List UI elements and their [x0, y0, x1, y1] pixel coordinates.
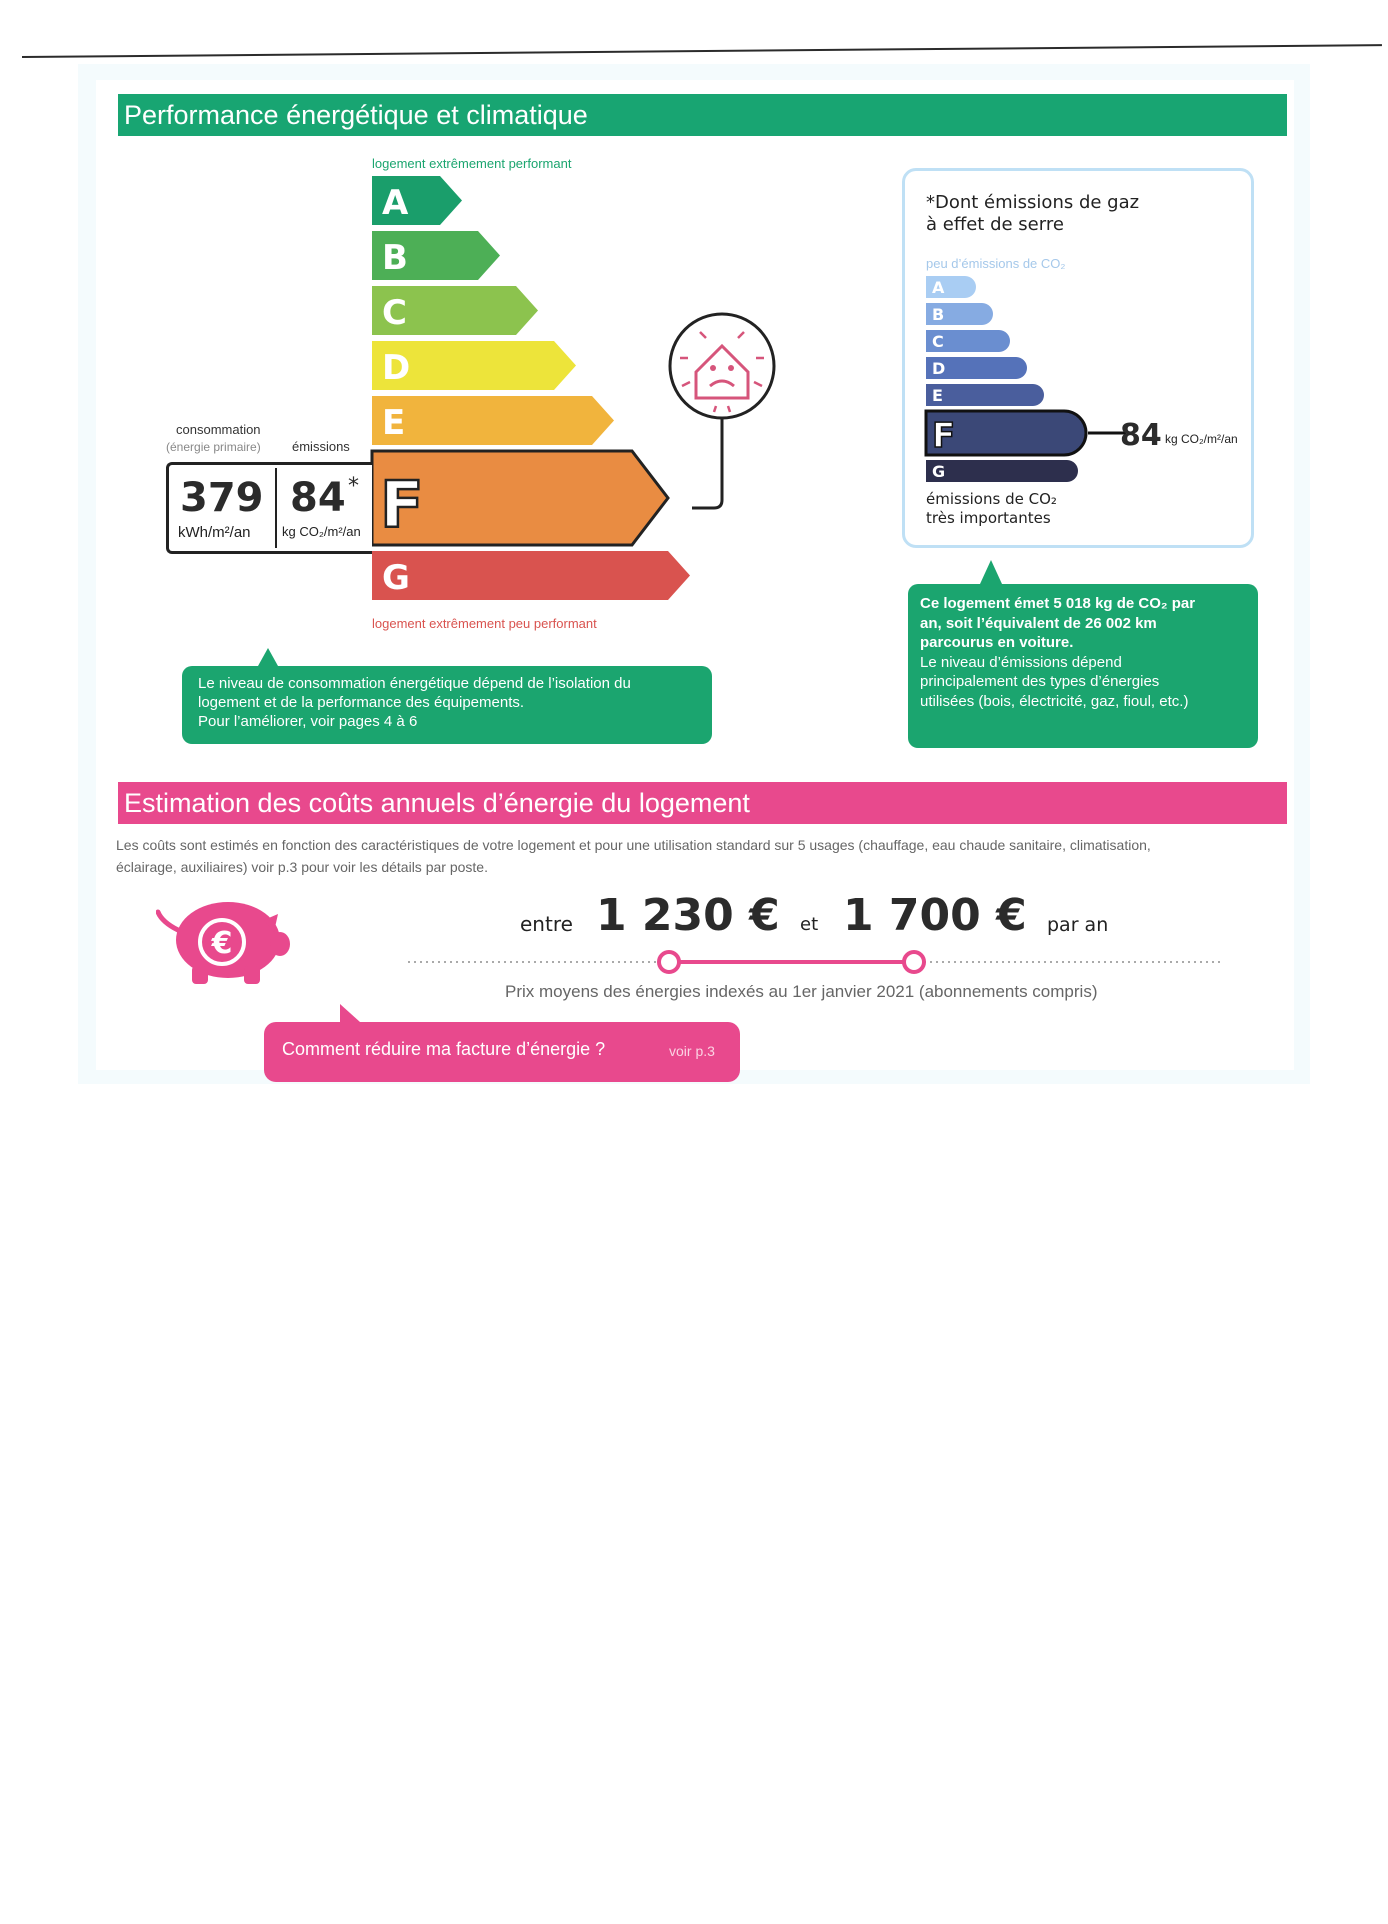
consumption-sub-label: (énergie primaire)	[166, 440, 261, 454]
co2-grade-label-e: E	[932, 386, 943, 405]
co2-grade-label-d: D	[932, 359, 946, 378]
co2-grade-label-b: B	[932, 305, 945, 324]
co2-bubble-line4: Le niveau d’émissions dépend	[920, 653, 1122, 671]
co2-bubble-line6: utilisées (bois, électricité, gaz, fioul, etc.)	[920, 692, 1189, 710]
energy-grade-label-b: B	[382, 238, 408, 278]
energy-grade-e	[372, 396, 614, 445]
co2-grade-label-c: C	[932, 332, 944, 351]
energy-bubble-line3: Pour l’améliorer, voir pages 4 à 6	[198, 713, 418, 730]
energy-bubble-line2: logement et de la performance des équipements.	[198, 694, 525, 711]
price-per-year: par an	[1047, 914, 1109, 936]
energy-grade-b	[372, 231, 500, 280]
energy-bubble-line1: Le niveau de consommation énergétique dépend de l’isolation du	[198, 675, 631, 692]
co2-grade-label-f: F	[932, 416, 956, 456]
emissions-unit: kg CO₂/m²/an	[282, 524, 361, 539]
price-range-scale	[404, 948, 1224, 978]
scale-top-caption: logement extrêmement performant	[372, 156, 572, 171]
co2-grade-g	[926, 460, 1078, 482]
energy-grade-f	[372, 451, 668, 545]
co2-bubble-tail	[980, 560, 1002, 584]
emissions-star: *	[348, 474, 359, 499]
co2-bubble-line5: principalement des types d’énergies	[920, 673, 1160, 690]
co2-grade-c	[926, 330, 1010, 352]
energy-grade-g	[372, 551, 690, 600]
energy-performance-header: Performance énergétique et climatique	[118, 94, 1287, 136]
co2-grade-label-g: G	[932, 462, 946, 481]
costs-description-line1: Les coûts sont estimés en fonction des caractéristiques de votre logement et pour une utilisation standard sur 5 usages (chauffage, eau chaude sanitaire, climatisation,	[116, 837, 1151, 853]
reduce-bill-bubble[interactable]	[264, 1022, 740, 1082]
consumption-value: 379	[180, 475, 264, 521]
energy-grade-label-d: D	[382, 348, 411, 388]
co2-bubble-line2: an, soit l’équivalent de 26 002 km	[920, 614, 1157, 632]
price-between-label: entre	[520, 912, 573, 936]
co2-top-caption: peu d’émissions de CO₂	[926, 256, 1066, 271]
co2-grade-d	[926, 357, 1027, 379]
scan-artifact-line	[22, 44, 1382, 58]
energy-grade-label-g: G	[382, 558, 410, 598]
scale-bottom-caption: logement extrêmement peu performant	[372, 616, 597, 631]
reduce-bill-text: Comment réduire ma facture d’énergie ?	[282, 1039, 606, 1059]
energy-grade-c	[372, 286, 538, 335]
co2-bottom-line2: très importantes	[926, 509, 1051, 527]
energy-info-bubble	[182, 666, 712, 744]
reduce-bill-ref: voir p.3	[669, 1043, 715, 1059]
co2-bottom-line1: émissions de CO₂	[926, 490, 1057, 508]
price-high-marker	[904, 952, 924, 972]
co2-title-line2: à effet de serre	[926, 214, 1064, 235]
co2-info-bubble	[908, 584, 1258, 748]
prices-note: Prix moyens des énergies indexés au 1er janvier 2021 (abonnements compris)	[505, 982, 1098, 1001]
price-low: 1 230 €	[596, 890, 780, 941]
co2-grade-label-a: A	[932, 278, 945, 297]
price-and-label: et	[800, 914, 819, 935]
co2-unit: kg CO₂/m²/an	[1165, 432, 1238, 446]
co2-scale	[924, 276, 1264, 490]
co2-grade-b	[926, 303, 993, 325]
energy-grade-label-c: C	[382, 293, 407, 333]
energy-grade-a	[372, 176, 462, 225]
emissions-value: 84	[290, 475, 346, 521]
energy-grade-label-f: F	[380, 469, 424, 543]
co2-bubble-line1: Ce logement émet 5 018 kg de CO₂ par	[920, 595, 1196, 612]
costs-description-line2: éclairage, auxiliaires) voir p.3 pour voir les détails par poste.	[116, 859, 488, 875]
co2-grade-a	[926, 276, 976, 298]
energy-grade-label-e: E	[382, 403, 406, 443]
reduce-bubble-tail	[340, 1004, 360, 1022]
energy-costs-header: Estimation des coûts annuels d’énergie du logement	[118, 782, 1287, 824]
price-low-marker	[659, 952, 679, 972]
piggy-bank-icon	[156, 890, 292, 986]
sad-house-icon	[666, 310, 778, 422]
values-divider	[275, 468, 277, 548]
euro-symbol: €	[211, 926, 233, 961]
consumption-unit: kWh/m²/an	[178, 524, 251, 541]
co2-grade-e	[926, 384, 1044, 406]
price-high: 1 700 €	[843, 890, 1027, 941]
energy-bubble-tail	[258, 648, 278, 666]
co2-bubble-line3: parcourus en voiture.	[920, 634, 1074, 651]
co2-value: 84	[1120, 418, 1162, 453]
emissions-label: émissions	[292, 439, 350, 454]
consumption-label: consommation	[176, 422, 261, 437]
co2-title-line1: *Dont émissions de gaz	[926, 192, 1140, 213]
energy-grade-label-a: A	[382, 183, 409, 223]
co2-grade-f	[926, 411, 1126, 456]
energy-grade-d	[372, 341, 576, 390]
